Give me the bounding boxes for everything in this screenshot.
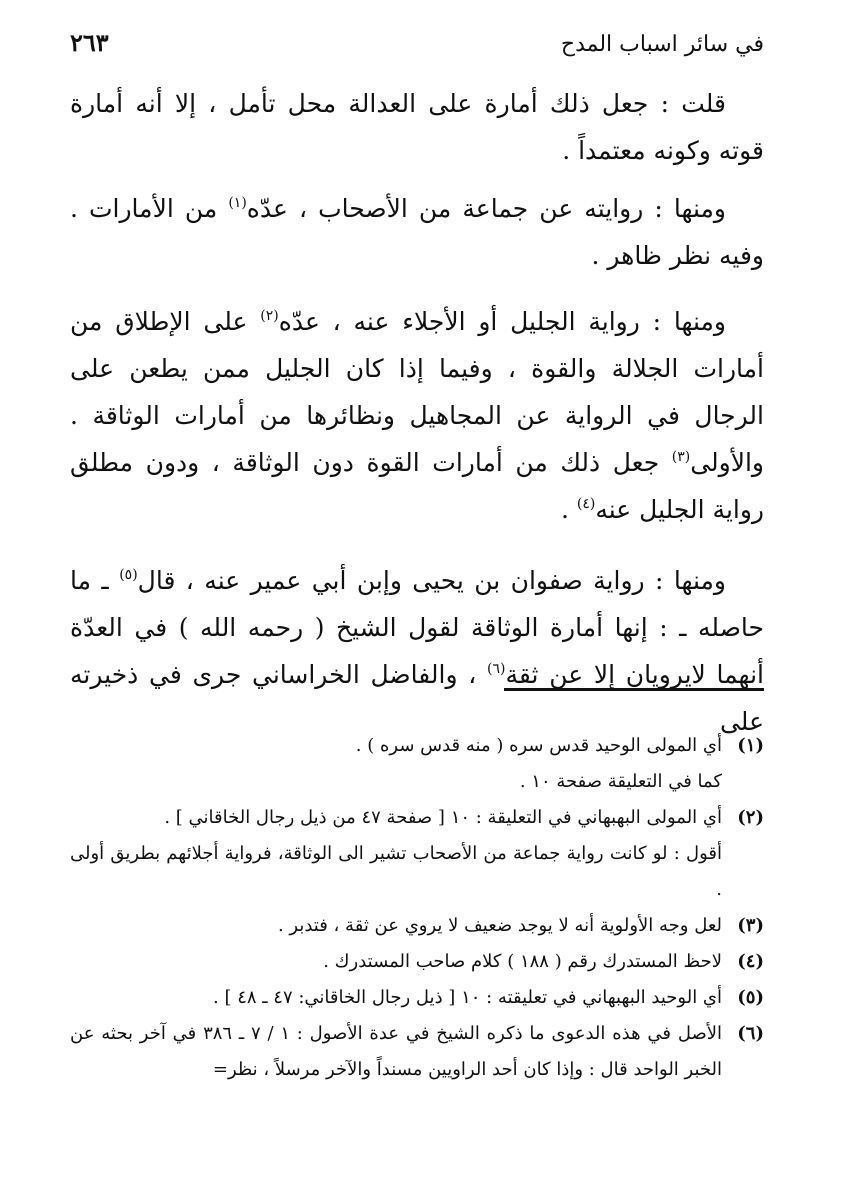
footnote-ref: (٣) <box>671 449 691 465</box>
running-title: في سائر اسباب المدح <box>560 32 764 57</box>
paragraph-text: ومنها : رواية الجليل أو الأجلاء عنه ، عدّه <box>278 307 726 336</box>
footnote-ref: (٤) <box>576 496 596 512</box>
footnote-text: أي المولى الوحيد قدس سره ( منه قدس سره ) . <box>355 735 722 756</box>
footnote <box>70 944 764 980</box>
footnote-continuation: أقول : لو كانت رواية جماعة من الأصحاب تشير الى الوثاقة، فرواية أجلائهم بطريق أولى . <box>70 843 722 900</box>
footnote <box>70 980 764 1016</box>
footnote-ref: (٥) <box>119 567 138 583</box>
footnote <box>70 1016 764 1088</box>
paragraph-text: من الأمارات . وفيه نظر ظاهر . <box>70 194 764 270</box>
paragraph <box>70 185 764 279</box>
footnote-number: (٦) <box>737 1023 764 1044</box>
footnote-separator <box>504 688 764 691</box>
footnote-text: الأصل في هذه الدعوى ما ذكره الشيخ في عدة الأصول : ١ / ٧ ـ ٣٨٦ في آخر بحثه عن الخبر الواحد قال : وإذا كان أحد الراويين مسنداً والآخر مرسلاً ، نظر= <box>70 1023 722 1080</box>
footnote-number: (١) <box>737 735 764 756</box>
paragraph-text: قلت : جعل ذلك أمارة على العدالة محل تأمل ، إلا أنه أمارة قوته وكونه معتمداً . <box>70 89 764 165</box>
footnote <box>70 728 764 800</box>
footnote-number: (٢) <box>737 807 764 828</box>
footnote-number: (٤) <box>737 951 764 972</box>
footnote <box>70 908 764 944</box>
paragraph-text: جعل ذلك من أمارات القوة دون الوثاقة ، ودون مطلق رواية الجليل عنه <box>70 448 764 524</box>
paragraph-text: ، والفاضل الخراساني جرى في ذخيرته على <box>70 660 764 736</box>
footnote-continuation: كما في التعليقة صفحة ١٠ . <box>519 771 722 792</box>
paragraph-text: على الإطلاق من أمارات الجلالة والقوة ، وفيما إذا كان الجليل ممن يطعن على الرجال في الرواية عن المجاهيل ونظائرها من أمارات الوثاقة . والأولى <box>70 307 764 477</box>
paragraph-text: ومنها : روايته عن جماعة من الأصحاب ، عدّه <box>246 194 726 223</box>
paragraph-text: ـ ما حاصله ـ : إنها أمارة الوثاقة لقول الشيخ ( رحمه الله ) في العدّة أنهما لايرويان إلا عن ثقة <box>70 566 765 689</box>
page-number: ٢٦٣ <box>70 28 109 57</box>
footnote-text: لعل وجه الأولوية أنه لا يوجد ضعيف لا يروي عن ثقة ، فتدبر . <box>277 915 722 936</box>
footnote-number: (٣) <box>737 915 764 936</box>
main-text <box>70 80 764 745</box>
footnote-text: لاحظ المستدرك رقم ( ١٨٨ ) كلام صاحب المستدرك . <box>323 951 722 972</box>
footnote-text: أي الوحيد البهبهاني في تعليقته : ١٠ [ ذيل رجال الخاقاني: ٤٧ ـ ٤٨ ] . <box>213 987 722 1008</box>
footnote-number: (٥) <box>737 987 764 1008</box>
footnote-text: أي المولى البهبهاني في التعليقة : ١٠ [ صفحة ٤٧ من ذيل رجال الخاقاني ] . <box>164 807 722 828</box>
footnote-ref: (١) <box>228 195 247 211</box>
paragraph-text: . <box>560 495 577 524</box>
footnotes <box>70 728 764 1088</box>
page-header <box>70 28 764 74</box>
paragraph <box>70 298 764 533</box>
footnote-ref: (٦) <box>487 661 506 677</box>
footnote-ref: (٢) <box>260 308 279 324</box>
paragraph <box>70 80 764 174</box>
paragraph-text: ومنها : رواية صفوان بن يحيى وإبن أبي عمير عنه ، قال <box>137 566 726 595</box>
footnote <box>70 800 764 908</box>
paragraph <box>70 557 764 745</box>
